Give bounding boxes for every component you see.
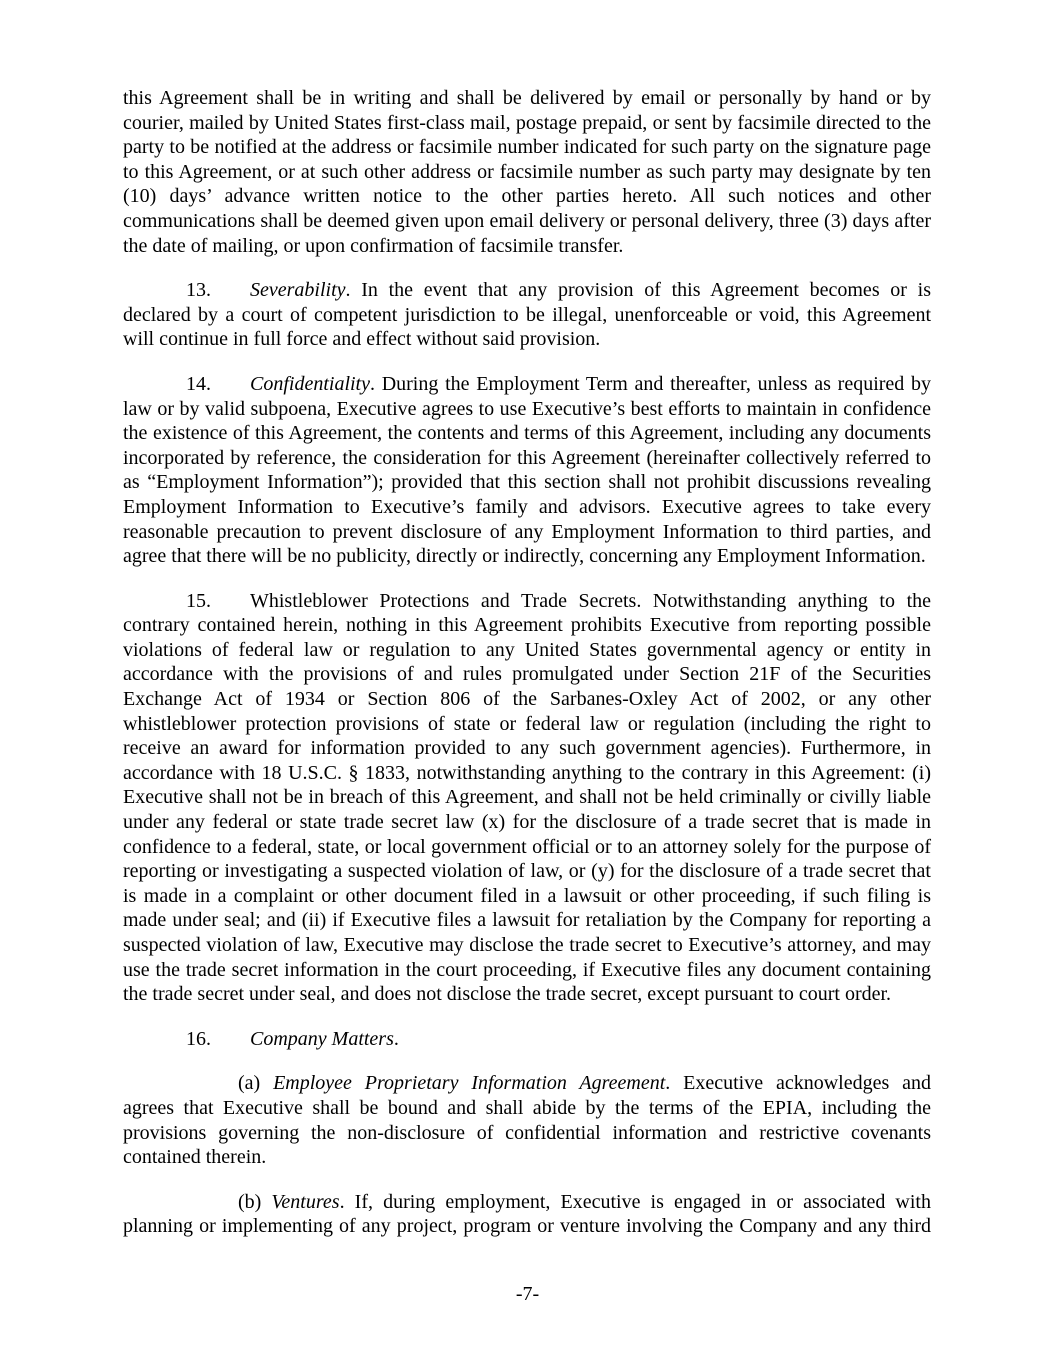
subsection-a-label: (a) [238,1072,274,1095]
section-14-body: . During the Employment Term and thereafter, unless as required by law or by valid subpoena, Executive agrees to use Executive’s best efforts to maintain in confidence the existence of this Agreement, the contents and terms of this Agreement, including any documents incorporated by reference, the consideration for this Agreement (hereinafter collectively referred to as “Employment Information”); provided that this section shall not prohibit discussions revealing Employment Information to Executive’s family and advisors. Executive agrees to take every reasonable precaution to prevent disclosure of any Employment Information to third parties, and agree that there will be no publicity, directly or indirectly, concerning any Employment Information. [123,372,931,568]
section-15-whistleblower [123,589,931,1007]
section-13-severability [123,278,931,352]
subsection-b-label: (b) [238,1190,272,1213]
section-15-title: Whistleblower Protections and Trade Secrets [250,589,637,612]
subsection-a-epia [123,1071,931,1169]
subsection-b-ventures [123,1190,931,1239]
subsection-a-title: Employee Proprietary Information Agreement [273,1072,666,1095]
section-15-body: . Notwithstanding anything to the contrary contained herein, nothing in this Agreement prohibits Executive from reporting possible violations of federal law or regulation to any United States governmental agency or entity in accordance with the provisions of and rules promulgated under Section 21F of the Securities Exchange Act of 1934 or Section 806 of the Sarbanes-Oxley Act of 2002, or any other whistleblower protection provisions of state or federal law or regulation (including the right to receive an award for information provided to any such government agencies). Furthermore, in accordance with 18 U.S.C. § 1833, notwithstanding anything to the contrary in this Agreement: (i) Executive shall not be in breach of this Agreement, and shall not be held criminally or civilly liable under any federal or state trade secret law (x) for the disclosure of a trade secret that is made in confidence to a federal, state, or local government official or to an attorney solely for the purpose of reporting or investigating a suspected violation of law, or (y) for the disclosure of a trade secret that is made in a complaint or other document filed in a lawsuit or other proceeding, if such filing is made under seal; and (ii) if Executive files a lawsuit for retaliation by the Company for reporting a suspected violation of law, Executive may disclose the trade secret to Executive’s attorney, and may use the trade secret information in the court proceeding, if Executive files any document containing the trade secret under seal, and does not disclose the trade secret, except pursuant to court order. [123,589,931,1006]
subsection-b-title: Ventures [271,1190,340,1213]
section-13-title: Severability [250,279,346,302]
section-13-number: 13. [186,279,211,302]
section-15-number: 15. [186,589,211,612]
section-14-title: Confidentiality [250,372,370,395]
section-16-body: . [393,1027,399,1050]
paragraph-notices-continuation: this Agreement shall be in writing and shall be delivered by email or personally by hand or by courier, mailed by United States first-class mail, postage prepaid, or sent by facsimile directed to the party to be notified at the address or facsimile number indicated for such party on the signature page to this Agreement, or at such other address or facsimile number as such party may designate by ten (10) days’ advance written notice to the other parties hereto. All such notices and other communications shall be deemed given upon email delivery or personal delivery, three (3) days after the date of mailing, or upon confirmation of facsimile transfer. [123,87,931,257]
section-16-title: Company Matters [250,1027,394,1050]
section-16-number: 16. [186,1027,211,1050]
subsection-a-body: . Executive acknowledges and agrees that Executive shall be bound and shall abide by the terms of the EPIA, including the provisions governing the non-disclosure of confidential information and restrictive covenants contained therein. [123,1072,931,1169]
section-14-number: 14. [186,372,211,395]
section-13-body: . In the event that any provision of this Agreement becomes or is declared by a court of competent jurisdiction to be illegal, unenforceable or void, this Agreement will continue in full force and effect without said provision. [123,279,931,351]
section-14-confidentiality [123,372,931,569]
section-16-company-matters [123,1027,931,1052]
page-number: -7- [515,1283,540,1306]
subsection-b-body: . If, during employment, Executive is engaged in or associated with planning or implementing of any project, program or venture involving the Company and any third [123,1190,931,1238]
